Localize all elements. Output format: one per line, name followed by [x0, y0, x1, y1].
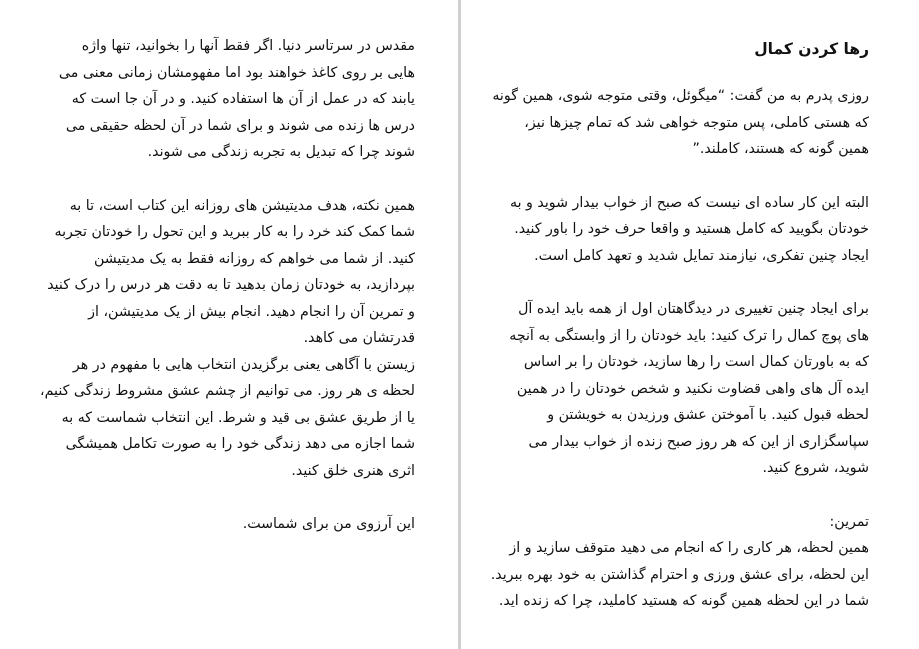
text-line: برای ایجاد چنین تغییری در دیدگاهتان اول از همه باید ایده آل: [518, 301, 869, 317]
text-line: مقدس در سرتاسر دنیا. اگر فقط آنها را بخوانید، تنها واژه: [81, 38, 415, 54]
text-line: قدرتشان می کاهد.: [303, 330, 415, 346]
text-line: همین نکته، هدف مدیتیشن های روزانه این کتاب است، تا به: [69, 197, 415, 214]
paragraph: [40, 193, 415, 485]
text-line: این آرزوی من برای شماست.: [242, 516, 415, 532]
text-line: شما کمک کند خرد را به کار ببرید و این تحول را خودتان تجربه: [54, 224, 415, 240]
text-line: شوید، شروع کنید.: [762, 460, 869, 476]
left-page-text: [40, 33, 415, 538]
text-line: لحظه ی هر روز. می توانیم از چشم عشق مشروط زندگی کنیم،: [40, 383, 415, 399]
text-line: هایی بر روی کاغذ خواهند بود اما مفهومشان زمانی معنی می: [58, 64, 415, 81]
text-line: البته این کار ساده ای نیست که صبح از خواب بیدار شوید و به: [509, 194, 869, 211]
text-line: خودتان بگویید که کامل هستید و واقعا حرف خود را باور کنید.: [514, 221, 869, 237]
chapter-title: رها کردن کمال: [754, 40, 869, 58]
text-line: که هستی کاملی، پس متوجه خواهی شد که تمام چیزها نیز،: [524, 114, 869, 131]
right-page-text: [490, 83, 869, 615]
text-line: و تمرین آن را انجام دهید. انجام بیش از یک مدیتیشن، از: [88, 303, 415, 320]
text-line: همین لحظه، هر کاری را که انجام می دهید متوقف سازید و از: [509, 540, 869, 556]
text-line: شما اجازه می دهد زندگی خود را به صورت تکامل همیشگی: [65, 436, 415, 452]
text-line: سپاسگزاری از این که هر روز صبح زنده از خواب بیدار می: [528, 433, 869, 450]
text-line: که به باورتان کمال است را رها سازید، خودتان را بر اساس: [523, 354, 869, 370]
text-line: همین گونه که هستند، کاملند.”: [692, 141, 869, 157]
paragraph: [499, 190, 869, 270]
text-line: شوند چرا که تبدیل به تجربه زندگی می شوند.: [147, 144, 415, 160]
right-page: [461, 0, 919, 649]
text-line: ایده آل های واهی قضاوت نکنید و شخص خودتان را در همین: [516, 380, 869, 397]
text-line: کنید. از شما می خواهم که روزانه فقط به یک مدیتیشن: [93, 250, 415, 267]
text-line: زیستن با آگاهی یعنی برگزیدن انتخاب هایی با مفهوم در هر: [72, 356, 415, 373]
paragraph: [45, 511, 415, 538]
text-line: بپردازید، به خودتان زمان بدهید تا به دقت هر درس را درک کنید: [47, 277, 415, 293]
text-line: روزی پدرم به من گفت: “میگوئل، وقتی متوجه شوی، همین گونه: [492, 88, 869, 104]
text-line: اثری هنری خلق کنید.: [291, 462, 415, 479]
text-line: ایجاد چنین تفکری، نیازمند تمایل شدید و تعهد کامل است.: [534, 247, 869, 264]
paragraph: [499, 296, 869, 482]
text-line: تمرین:: [829, 513, 869, 530]
text-line: های پوچ کمال را ترک کنید: باید خودتان را از وابستگی به آنچه: [509, 327, 869, 344]
paragraph: [490, 509, 869, 615]
text-line: شما در این لحظه همین گونه که هستید کاملید، چرا که زنده اید.: [498, 593, 869, 609]
text-line: یابند که در عمل از آن ها استفاده کنید. و در آن جا است که: [71, 91, 415, 107]
text-line: لحظه قبول کنید. با آموختن عشق ورزیدن به خویشتن و: [547, 407, 869, 423]
paragraph: [45, 33, 415, 166]
text-line: درس ها زنده می شوند و برای شما در آن لحظه حقیقی می: [65, 117, 415, 134]
text-line: این لحظه، برای عشق ورزی و احترام گذاشتن به خود بهره ببرید.: [490, 566, 869, 583]
left-page: [0, 0, 458, 649]
text-line: یا از طریق عشق بی قید و شرط. این انتخاب شماست که به: [61, 409, 415, 426]
paragraph: [492, 83, 869, 163]
